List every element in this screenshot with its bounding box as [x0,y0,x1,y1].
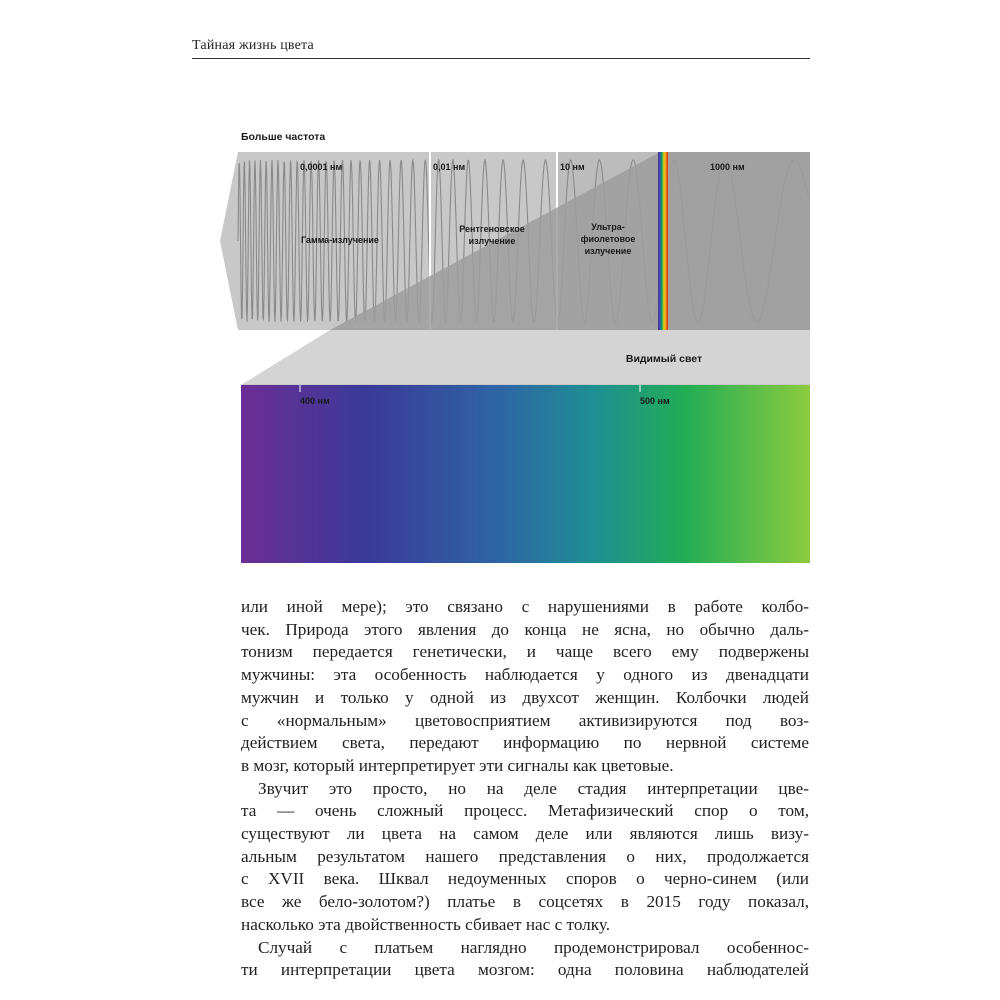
text-line: мужчин и только у одной из двухсот женщин. Колбочки людей [241,687,809,707]
text-line: насколько эта двойственность сбивает нас с толку. [241,914,611,934]
visible-label-band [241,330,810,385]
paragraph-3 [241,937,809,982]
mark-uv: 10 нм [560,162,585,172]
text-line: альным результатом нашего представления о них, продолжается [241,846,809,866]
text-line: в мозг, который интерпретирует эти сигналы как цветовые. [241,755,674,775]
text-line: существуют ли цвета на самом деле или являются лишь визу- [241,824,809,844]
paragraph-2 [241,778,809,937]
text-line: или иной мере); это связано с нарушениями в работе колбо- [241,597,809,616]
band-label-uv-2: фиолетовое [580,234,636,244]
mark-long: 1000 нм [710,162,745,172]
band-label-uv-1: Ультра- [591,222,625,232]
band-label-uv-3: излучение [584,246,632,256]
mark-xray: 0,01 нм [433,162,466,172]
text-line: с «нормальным» цветовосприятием активизируются под воз- [241,710,809,730]
text-line: ти интерпретации цвета мозгом: одна половина наблюдателей [241,960,809,980]
text-line: Случай с платьем наглядно продемонстрировал особеннос- [258,937,809,957]
band-label-xray-1: Рентгеновское [459,224,525,234]
text-line: мужчины: эта особенность наблюдается у одного из двенадцати [241,665,809,685]
text-line: Звучит это просто, но на деле стадия интерпретации цве- [258,778,809,798]
band-label-gamma: Гамма-излучение [301,235,379,245]
running-head: Тайная жизнь цвета [192,38,314,53]
visible-label: Видимый свет [625,353,703,365]
text-line: та — очень сложный процесс. Метафизический спор о том, [241,801,809,821]
visible-mark-500: 500 нм [640,396,670,406]
text-line: все же бело-золотом?) платье в соцсетях в 2015 году показал, [241,892,809,912]
visible-strip [658,152,668,330]
text-line: с XVII века. Шквал недоуменных споров о черно-синем (или [241,869,809,889]
mark-gamma: 0,0001 нм [300,162,343,172]
text-line: чек. Природа этого явления до конца не ясна, но обычно даль- [241,619,809,639]
text-line: тонизм передается генетически, и чаще всего ему подвержены [241,642,809,662]
text-line: действием света, передают информацию по нервной системе [241,733,809,753]
paragraph-1 [241,596,809,778]
visible-mark-400: 400 нм [300,396,330,406]
body-text [241,596,809,982]
top-label: Больше частота [241,131,326,143]
band-label-xray-2: излучение [468,236,516,246]
visible-spectrum [241,385,810,563]
